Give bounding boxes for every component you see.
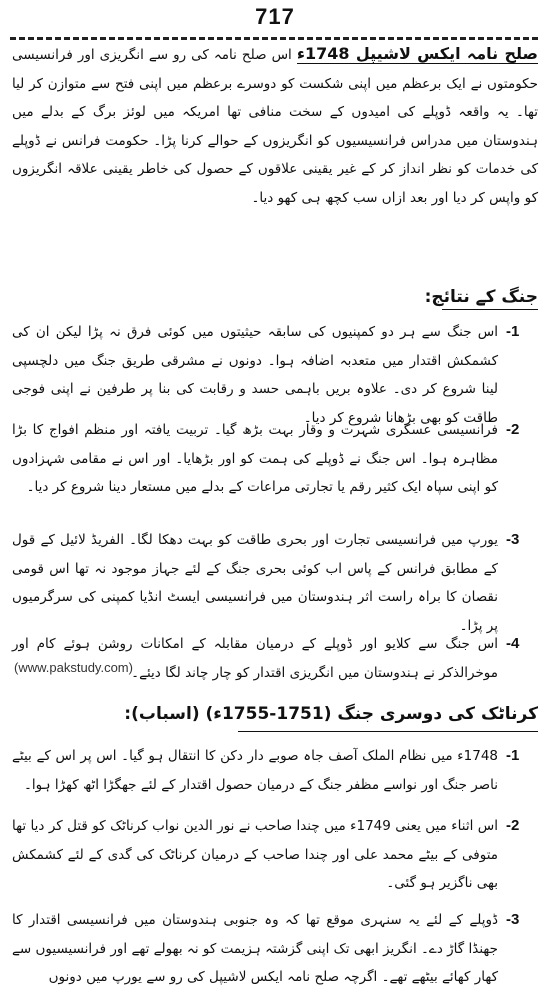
carnatic-item-1: [12, 742, 538, 799]
carnatic-heading-underline: [238, 731, 538, 732]
results-heading-underline: [442, 309, 538, 310]
result-item-2: [12, 416, 538, 502]
treaty-body: اس صلح نامہ کی رو سے انگریزی اور فرانسیسی حکومتوں نے ایک برعظم میں اپنی شکست کو دوسرے برعظم میں اپنی فتح سے متوازن کر لیا تھا۔ یہ واقعہ ڈوپلے کی امیدوں کے سخت منافی تھا امریکہ میں لوئز برگ کے بدلے میں ہندوستان میں مدراس فرانسیسیوں کو انگریزوں کے حوالے کرنا پڑا۔ حکومت فرانس نے ڈوپلے کی خدمات کو نظر انداز کر کے غیر یقینی علاقوں کے حصول کی خاطر یقینی علاقہ انگریزوں کو واپس کر دیا اور بعد ازاں سب کچھ ہی کھو دیا۔: [12, 47, 538, 206]
item-number: -3: [506, 531, 520, 548]
item-text: اس جنگ سے ہر دو کمپنیوں کی سابقہ حیثیتوں میں کوئی فرق نہ پڑا لیکن ان کی کشمکش اقتدار میں متعدبہ اضافہ ہوا۔ دونوں نے مشرقی طریق جنگ میں دلچسپی لینا شروع کر دی۔ علاوہ بریں باہمی حسد و رقابت کی بنا پر طرفین نے اپنی فوجی طاقت کو بھی بڑھانا شروع کر دیا۔: [12, 324, 498, 426]
item-number: -1: [506, 747, 520, 764]
treaty-paragraph: [12, 40, 538, 272]
item-text: 1748ء میں نظام الملک آصف جاہ صوبے دار دکن کا انتقال ہو گیا۔ اس پر اس کے بیٹے ناصر جنگ اور نواسے مظفر جنگ کے درمیان حصول اقتدار کے لئے جھگڑا اٹھ کھڑا ہوا۔: [12, 748, 498, 793]
results-heading: جنگ کے نتائج:: [424, 287, 538, 307]
carnatic-heading: کرناٹک کی دوسری جنگ (1751-1755ء) (اسباب):: [124, 704, 538, 724]
carnatic-item-2: [12, 812, 538, 898]
website-watermark: (www.pakstudy.com): [14, 660, 133, 675]
item-text: فرانسیسی عسکری شہرت و وقار بہت بڑھ گیا۔ تربیت یافتہ اور منظم افواج کا بڑا مظاہرہ ہوا۔ اس جنگ نے ڈوپلے کی ہمت کو اور بڑھایا۔ اور اس نے مقامی شہزادوں کو اپنی سپاہ ایک کثیر رقم یا تجارتی مراعات کے بدلے میں مستعار دینا شروع کر دیا۔: [12, 422, 498, 496]
item-text: ڈوپلے کے لئے یہ سنہری موقع تھا کہ وہ جنوبی ہندوستان میں فرانسیسی اقتدار کا جھنڈا گاڑ دے۔ انگریز ابھی تک اپنی گزشتہ ہزیمت کو نہ بھولے تھے اور فرانسیسیوں سے کھار کھائے بیٹھے تھے۔ اگرچہ صلح نامہ ایکس لاشیپل کی رو سے یورپ میں دونوں: [12, 912, 498, 986]
item-number: -1: [506, 323, 520, 340]
treaty-title: صلح نامہ ایکس لاشیپل 1748ء: [296, 44, 538, 63]
item-text: یورپ میں فرانسیسی تجارت اور بحری طاقت کو بہت دھکا لگا۔ الفریڈ لائیل کے قول کے مطابق فرانس کے پاس اب کوئی بحری جنگ کے لئے جہاز موجود نہ تھا اس قومی نقصان کا براہ راست اثر ہندوستان میں فرانسیسی ایسٹ انڈیا کمپنی کی سرگرمیوں پر پڑا۔: [12, 532, 498, 634]
carnatic-item-3: [12, 906, 538, 992]
page-number: 717: [255, 4, 295, 29]
result-item-4: [12, 630, 538, 687]
item-number: -2: [506, 421, 520, 438]
item-number: -4: [506, 635, 520, 652]
item-text: اس جنگ سے کلایو اور ڈوپلے کے درمیان مقابلہ کے امکانات روشن ہوئے کام اور موخرالذکر نے ہندوستان میں انگریزی اقتدار کو چار چاند لگا دیئے۔: [12, 636, 498, 681]
item-number: -2: [506, 817, 520, 834]
item-text: اس اثناء میں یعنی 1749ء میں چندا صاحب نے نور الدین نواب کرناٹک کو قتل کر دیا تھا متوفی کے بیٹے محمد علی اور چندا صاحب کے درمیان کرناٹک کی گدی کے لئے کشمکش بھی ناگزیر ہو گئی۔: [12, 818, 498, 892]
result-item-3: [12, 526, 538, 640]
item-number: -3: [506, 911, 520, 928]
